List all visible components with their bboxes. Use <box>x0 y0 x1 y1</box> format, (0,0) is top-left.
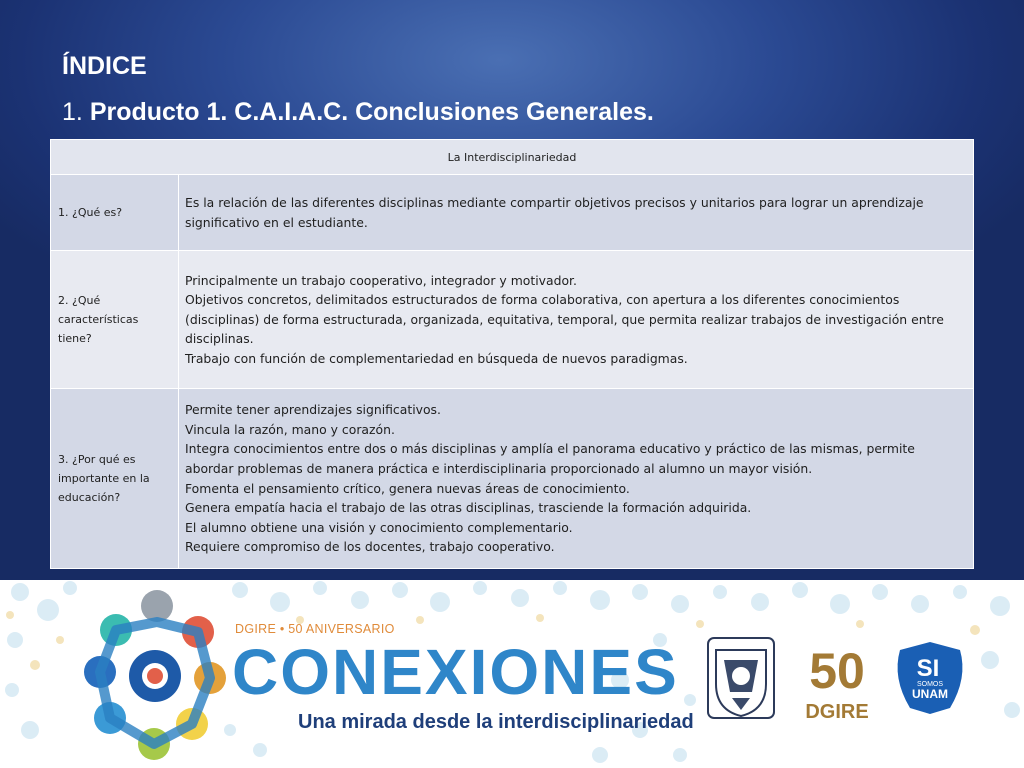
event-tagline: Una mirada desde la interdisciplinariedad <box>298 711 694 733</box>
dgire-logo-number: 50 <box>809 643 865 699</box>
answer-cell <box>179 389 974 569</box>
answer-line: Integra conocimientos entre dos o más disciplinas y amplía el panorama educativo y práctico de las mismas, permite abordar problemas de manera práctica e interdisciplinaria proporcionado al alumno un mayor visión. <box>185 441 915 476</box>
table-row <box>51 251 974 389</box>
product-heading <box>62 98 654 127</box>
unam-shield-icon <box>706 636 776 720</box>
answer-line: Vincula la razón, mano y corazón. <box>185 421 395 437</box>
answer-line: Principalmente un trabajo cooperativo, integrador y motivador. <box>185 272 577 288</box>
product-number: 1. <box>62 98 83 126</box>
question-cell: 2. ¿Qué características tiene? <box>51 251 179 389</box>
si-unam-top: SI <box>916 655 940 682</box>
answer-line: Trabajo con función de complementariedad en búsqueda de nuevos paradigmas. <box>185 350 688 366</box>
event-title: CONEXIONES <box>232 636 679 708</box>
table-header: La Interdisciplinariedad <box>51 140 974 175</box>
conexiones-emblem-icon <box>80 586 230 766</box>
si-unam-small: SOMOS <box>916 681 944 688</box>
answer-line: Fomenta el pensamiento crítico, genera nuevas áreas de conocimiento. <box>185 480 630 496</box>
event-subtitle: DGIRE • 50 ANIVERSARIO <box>235 622 395 636</box>
dgire-50-logo-icon <box>792 634 882 724</box>
question-cell: 1. ¿Qué es? <box>51 175 179 251</box>
branding-footer <box>0 580 1024 768</box>
answer-cell <box>179 251 974 389</box>
answer-line: Objetivos concretos, delimitados estructurados de forma colaborativa, con apertura a los diferentes conocimientos (disciplinas) de forma estructurada, organizada, equitativa, temporal, que permita realizar trabajos de investigación entre disciplinas. <box>185 292 944 347</box>
answer-line: Permite tener aprendizajes significativos. <box>185 402 441 418</box>
answer-line: Es la relación de las diferentes disciplinas mediante compartir objetivos precisos y unitarios para lograr un aprendizaje significativo en el estudiante. <box>185 194 924 230</box>
answer-line: Requiere compromiso de los docentes, trabajo cooperativo. <box>185 539 555 555</box>
table-row <box>51 389 974 569</box>
product-title: Producto 1. C.A.I.A.C. Conclusiones Generales. <box>89 98 654 126</box>
question-cell: 3. ¿Por qué es importante en la educación? <box>51 389 179 569</box>
index-title: ÍNDICE <box>62 52 147 80</box>
dgire-logo-text: DGIRE <box>805 701 869 723</box>
answer-cell <box>179 175 974 251</box>
si-unam-bottom: UNAM <box>912 687 948 701</box>
answer-line: Genera empatía hacia el trabajo de las otras disciplinas, trasciende la formación adquirida. <box>185 500 752 516</box>
answer-line: El alumno obtiene una visión y conocimiento complementario. <box>185 519 573 535</box>
table-row <box>51 175 974 251</box>
interdisciplinarity-table <box>50 139 974 569</box>
si-somos-unam-logo-icon <box>890 638 970 718</box>
